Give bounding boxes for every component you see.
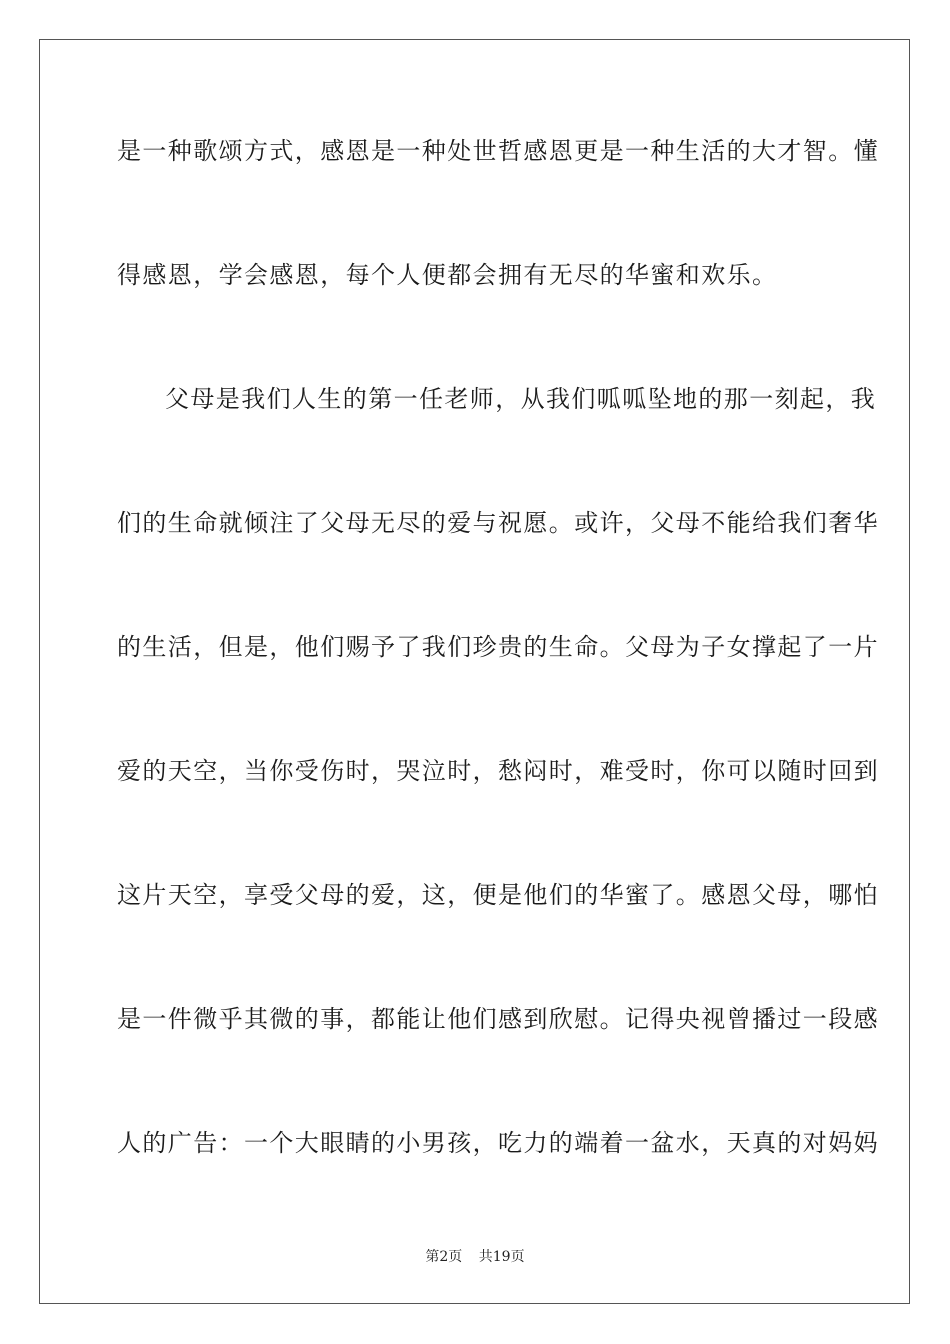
paragraph-line: 爱的天空，当你受伤时，哭泣时，愁闷时，难受时，你可以随时回到	[117, 757, 879, 785]
paragraph-line: 是一种歌颂方式，感恩是一种处世哲感恩更是一种生活的大才智。懂	[117, 137, 879, 165]
paragraph-line: 人的广告：一个大眼睛的小男孩，吃力的端着一盆水，天真的对妈妈	[117, 1129, 879, 1157]
page-total: 共19页	[478, 1249, 525, 1265]
paragraph-line: 们的生命就倾注了父母无尽的爱与祝愿。或许，父母不能给我们奢华	[117, 509, 879, 537]
page-number: 第2页	[425, 1249, 463, 1265]
paragraph-line: 的生活，但是，他们赐予了我们珍贵的生命。父母为子女撑起了一片	[117, 633, 879, 661]
paragraph-line: 父母是我们人生的第一任老师，从我们呱呱坠地的那一刻起，我	[165, 385, 877, 413]
paragraph-line: 是一件微乎其微的事，都能让他们感到欣慰。记得央视曾播过一段感	[117, 1005, 879, 1033]
page-footer	[0, 1248, 950, 1266]
page-border	[39, 39, 910, 1304]
paragraph-line: 这片天空，享受父母的爱，这，便是他们的华蜜了。感恩父母，哪怕	[117, 881, 879, 909]
paragraph-line: 得感恩，学会感恩，每个人便都会拥有无尽的华蜜和欢乐。	[117, 261, 778, 289]
